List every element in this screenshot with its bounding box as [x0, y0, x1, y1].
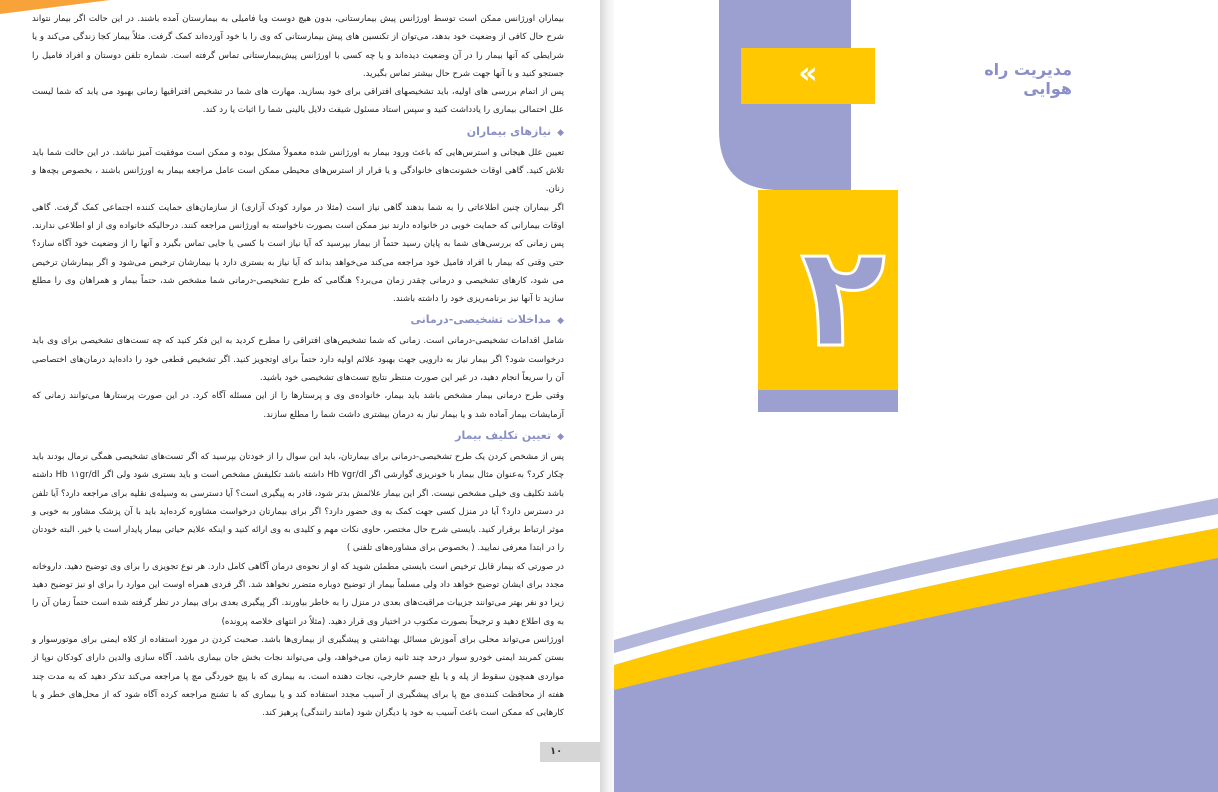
chapter-number-text: ۲ [800, 225, 886, 375]
chapter-number [778, 225, 908, 375]
diamond-bullet-icon: ◆ [557, 316, 564, 327]
diamond-bullet-icon: ◆ [557, 127, 564, 138]
paragraph: اورژانس می‌تواند محلی برای آموزش مسائل بهداشتی و پیشگیری از بیماری‌ها باشد. صحبت کردن در مورد استفاده از کلاه ایمنی برای موتورسوار و بستن کمربند ایمنی خودرو سوار درحد چند ثانیه زمان می‌خواهد، ولی می‌تواند نجات بخش جان بیماری باشد. آگاه سازی والدین دارای کودکان نوپا از مواردی همچون سقوط از پله و یا بلع جسم خارجی، نجات دهنده است. به بیماری که با پیچ خوردگی مچ پا مراجعه می‌کند تذکر دهید که به مدت چند هفته از محافظت کننده‌ی مچ پا برای پیشگیری از آسیب مجدد استفاده کند و یا بیماری که با تشنج مراجعه کرده آگاه شود که از محل‌های خطر و یا کارهایی که ممکن است باعث آسیب به خود یا دیگران شود (مانند رانندگی) پرهیز کند. [32, 634, 564, 719]
chapter-title: مدیریت راه هوایی [984, 60, 1072, 98]
paragraph: وقتی طرح درمانی بیمار مشخص باشد باید بیمار، خانواده‌ی وی و پرستارها را از این مسئله آگاه کرد. در این صورت پرستارها می‌توانند زمانی که آزمایشات بیمار آماده شد و یا بیمار نیاز به درمان بیشتری داشت شما را مطلع سازند. [32, 391, 564, 420]
section-heading-text: نیازهای بیماران [466, 124, 552, 138]
book-gutter [600, 0, 614, 792]
section-heading [32, 123, 564, 142]
section-heading [32, 311, 564, 330]
lavender-strip [758, 390, 898, 412]
chevron-icon: « [798, 56, 818, 91]
paragraph: تعیین علل هیجانی و استرس‌هایی که باعث ورود بیمار به اورژانس شده معمولاً مشکل بوده و ممکن است موفقیت آمیز نباشد. در این حالت شما باید تلاش کنید. گاهی اوقات خشونت‌های خانوادگی و یا فرار از استرس‌های محیطی ممکن است عامل مراجعه بیمار به اورژانس باشند ، بخصوص بچه‌ها و زنان. [32, 147, 564, 195]
paragraph: اگر بیماران چنین اطلاعاتی را به شما بدهند گاهی نیاز است (مثلا در موارد کودک آزاری) از سازمان‌های حمایت کننده اجتماعی کمک گرفت. گاهی اوقات بیمارانی که حمایت خوبی در خانواده دارند نیز ممکن است بصورت ناخواسته به اورژانس مراجعه کنند. درحالیکه خانواده وی از او اطلاعی ندارند. پس زمانی که بررسی‌های شما به پایان رسید حتماً از بیمار بپرسید که آیا نیاز است با کسی یا جایی تماس بگیرد و آنها را از وضعیت خود آگاه سازد؟ حتی وقتی که بیمار با افراد فامیل خود مراجعه می‌کند می‌خواهد بداند که آیا نیاز به بستری دارد یا بیمارشان ترخیص می‌شود و اگر بیمارشان ترخیص می شود، کارهای تشخیصی و درمانی چقدر زمان می‌برد؟ هنگامی که طرح تشخیصی-درمانی شما مشخص شد، حتماً بیمار و همراهان وی را مطلع سازید تا آنها نیز برنامه‌ریزی خود را داشته باشند. [32, 202, 564, 305]
paragraph: در صورتی که بیمار قابل ترخیص است بایستی مطمئن شوید که او از نحوه‌ی درمان آگاهی کامل دارد. هر نوع تجویزی را برای وی توضیح دهید. داروخانه مجدد برای ایشان توضیح خواهد داد ولی مسلماً بیمار از توضیح دوباره متضرر نخواهد شد. اگر فردی همراه اوست این موارد را برای او نیز توضیح دهید زیرا دو نفر بهتر می‌توانند جزییات مراقبت‌های بعدی در منزل را به خاطر بیاورند. اگر پیگیری بعدی برای بیمار در نظر گرفته شده است حتماً زمان آن را به وی اطلاع دهید و ترجیحاً بصورت مکتوب در اختیار وی قرار دهید. (مثلاً در انتهای خلاصه پرونده) [32, 561, 564, 627]
page-number: ۱۰ [540, 742, 600, 762]
paragraph: پس از اتمام بررسی های اولیه، باید تشخیصهای افتراقی برای خود بسازید. مهارت های شما در تشخیص افتراقیها زمانی بهبود می یابد که شما لیست علل احتمالی بیماری را یادداشت کنید و سپس استاد مسئول شیفت دلایل بالینی شما را اثبات یا رد کند. [32, 87, 564, 116]
section-heading-text: تعیین تکلیف بیمار [455, 428, 552, 442]
right-page [614, 0, 1218, 792]
paragraph: بیماران اورژانس ممکن است توسط اورژانس پیش بیمارستانی، بدون هیچ دوست ویا فامیلی به بیمارستان آمده باشند. در این حالت اگر بیمار نتواند شرح حال کافی از وضعیت خود بدهد، می‌توان از تکنسین های پیش بیمارستانی که وی را با خود آورده‌اند کمک گرفت. مثلاً بیمار کجا زندگی می‌کند و یا شرایطی که آنها بیمار را در آن وضعیت دیده‌اند و یا چه کسی با اورژانس پیش‌بیمارستانی تماس گرفته است. شماره تلفن دوستان و افراد فامیل را جستجو کنید و با آنها جهت شرح حال بیشتر تماس بگیرید. [32, 14, 564, 79]
paragraph: شامل اقدامات تشخیصی-درمانی است. زمانی که شما تشخیص‌های افتراقی را مطرح کردید به این فکر کنید که چه تست‌های تشخیصی برای وی باید درخواست شود؟ اگر بیمار نیاز به دارویی جهت بهبود علائم اولیه دارد حتماً برای اوتجویز کنید. اگر تشخیص قطعی خود را داده‌اید درمان‌های اختصاصی آن را سریعاً انجام دهید، در غیر این صورت منتظر نتایج تست‌های تشخیصی خود باشید. [32, 336, 564, 384]
section-heading-text: مداخلات تشخیصی-درمانی [410, 313, 552, 327]
left-page [0, 0, 600, 792]
body-text [32, 10, 564, 722]
chapter-cover-art [614, 0, 1218, 792]
diamond-bullet-icon: ◆ [557, 431, 564, 442]
paragraph: پس از مشخص کردن یک طرح تشخیصی-درمانی برای بیمارتان، باید این سوال را از خودتان بپرسید که اگر تست‌های تشخیصی همگی نرمال بودند باید چکار کرد؟ به‌عنوان مثال بیمار با خونریزی گوارشی اگر Hb ۷gr/dl داشته باشد تکلیفش مشخص است و باید بستری شود ولی اگر Hb ۱۱gr/dl داشته باشد تکلیف وی خیلی مشخص نیست. اگر این بیمار علائمش بدتر شود، قادر به پیگیری است؟ آیا دسترسی به وسیله‌ی نقلیه برای مراجعه دارد؟ آیا تلفن در دسترس دارد؟ آیا در منزل کسی جهت کمک به وی حضور دارد؟ اگر برای بیمارتان درخواست مشاوره کرده‌اید باید با آن پزشک مشاور به خوبی و موثر ارتباط برقرار کنید. بایستی شرح حال مختصر، حاوی نکات مهم و کلیدی به وی ارائه کنید و اینکه علایم حیاتی بیمار پایدار است یا خیر. البته خودتان را در ابتدا معرفی نمایید. ( بخصوص برای مشاوره‌های تلفنی ) [32, 451, 565, 554]
chapter-marker [741, 48, 875, 104]
section-heading [32, 427, 564, 446]
